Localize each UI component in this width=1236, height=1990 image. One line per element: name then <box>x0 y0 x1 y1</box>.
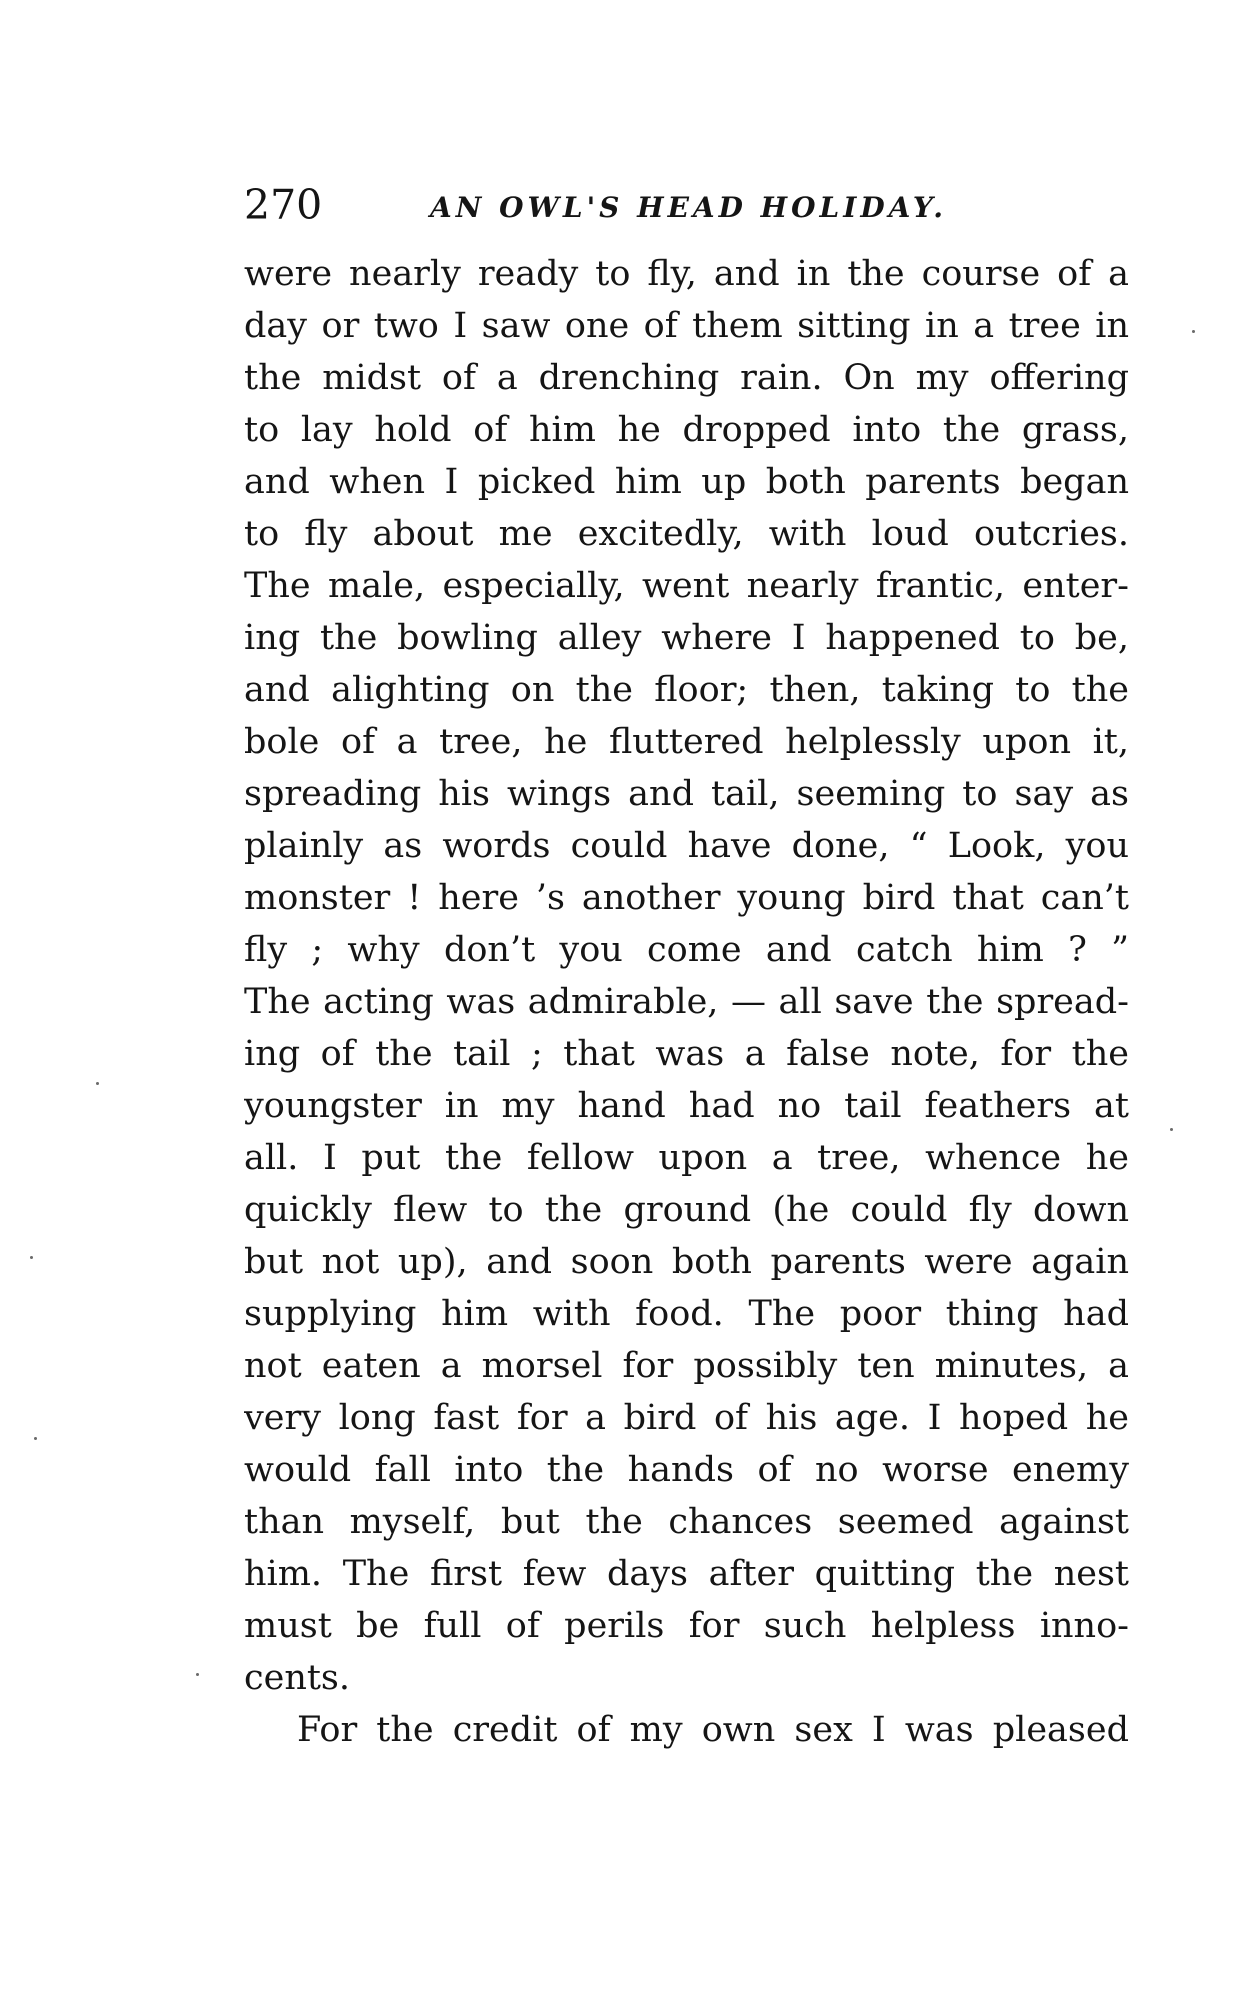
text-line: supplying him with food. The poor thing had <box>244 1294 1129 1334</box>
text-line: all. I put the fellow upon a tree, whence he <box>244 1138 1129 1178</box>
paper-speck <box>1170 1128 1173 1131</box>
text-line: fly ; why don’t you come and catch him ? ” <box>244 930 1129 970</box>
text-line: him. The first few days after quitting the nest <box>244 1554 1129 1594</box>
text-line: The male, especially, went nearly frantic, enter- <box>244 566 1129 606</box>
text-line: monster ! here ’s another young bird that can’t <box>244 878 1129 918</box>
text-line: would fall into the hands of no worse enemy <box>244 1450 1129 1490</box>
paper-speck <box>34 1437 37 1440</box>
text-line: ing of the tail ; that was a false note, for the <box>244 1034 1129 1074</box>
text-line: to lay hold of him he dropped into the grass, <box>244 410 1129 450</box>
text-line: bole of a tree, he fluttered helplessly upon it, <box>244 722 1129 762</box>
paper-speck <box>30 1256 33 1259</box>
text-line: plainly as words could have done, “ Look, you <box>244 826 1129 866</box>
text-line: were nearly ready to fly, and in the course of a <box>244 254 1129 294</box>
page-number: 270 <box>244 181 323 229</box>
text-line: For the credit of my own sex I was pleased <box>297 1710 1129 1750</box>
text-line: than myself, but the chances seemed against <box>244 1502 1129 1542</box>
text-line: and when I picked him up both parents began <box>244 462 1129 502</box>
body-text <box>244 248 1129 1756</box>
paper-speck <box>96 1082 99 1085</box>
text-line: not eaten a morsel for possibly ten minutes, a <box>244 1346 1129 1386</box>
paper-speck <box>196 1673 199 1676</box>
text-line: the midst of a drenching rain. On my offering <box>244 358 1129 398</box>
running-head <box>244 176 1134 236</box>
text-line: ing the bowling alley where I happened to be, <box>244 618 1129 658</box>
paper-speck <box>1192 330 1195 333</box>
text-line: to fly about me excitedly, with loud outcries. <box>244 514 1129 554</box>
text-line: must be full of perils for such helpless inno- <box>244 1606 1129 1646</box>
text-line: very long fast for a bird of his age. I hoped he <box>244 1398 1129 1438</box>
text-line: The acting was admirable, — all save the spread- <box>244 982 1129 1022</box>
text-line: youngster in my hand had no tail feathers at <box>244 1086 1129 1126</box>
text-line: but not up), and soon both parents were again <box>244 1242 1129 1282</box>
text-line: day or two I saw one of them sitting in a tree in <box>244 306 1129 346</box>
text-line: and alighting on the floor; then, taking to the <box>244 670 1129 710</box>
text-line: quickly flew to the ground (he could fly down <box>244 1190 1129 1230</box>
text-line: spreading his wings and tail, seeming to say as <box>244 774 1129 814</box>
text-line: cents. <box>244 1658 351 1698</box>
running-title: AN OWL'S HEAD HOLIDAY. <box>430 191 948 224</box>
